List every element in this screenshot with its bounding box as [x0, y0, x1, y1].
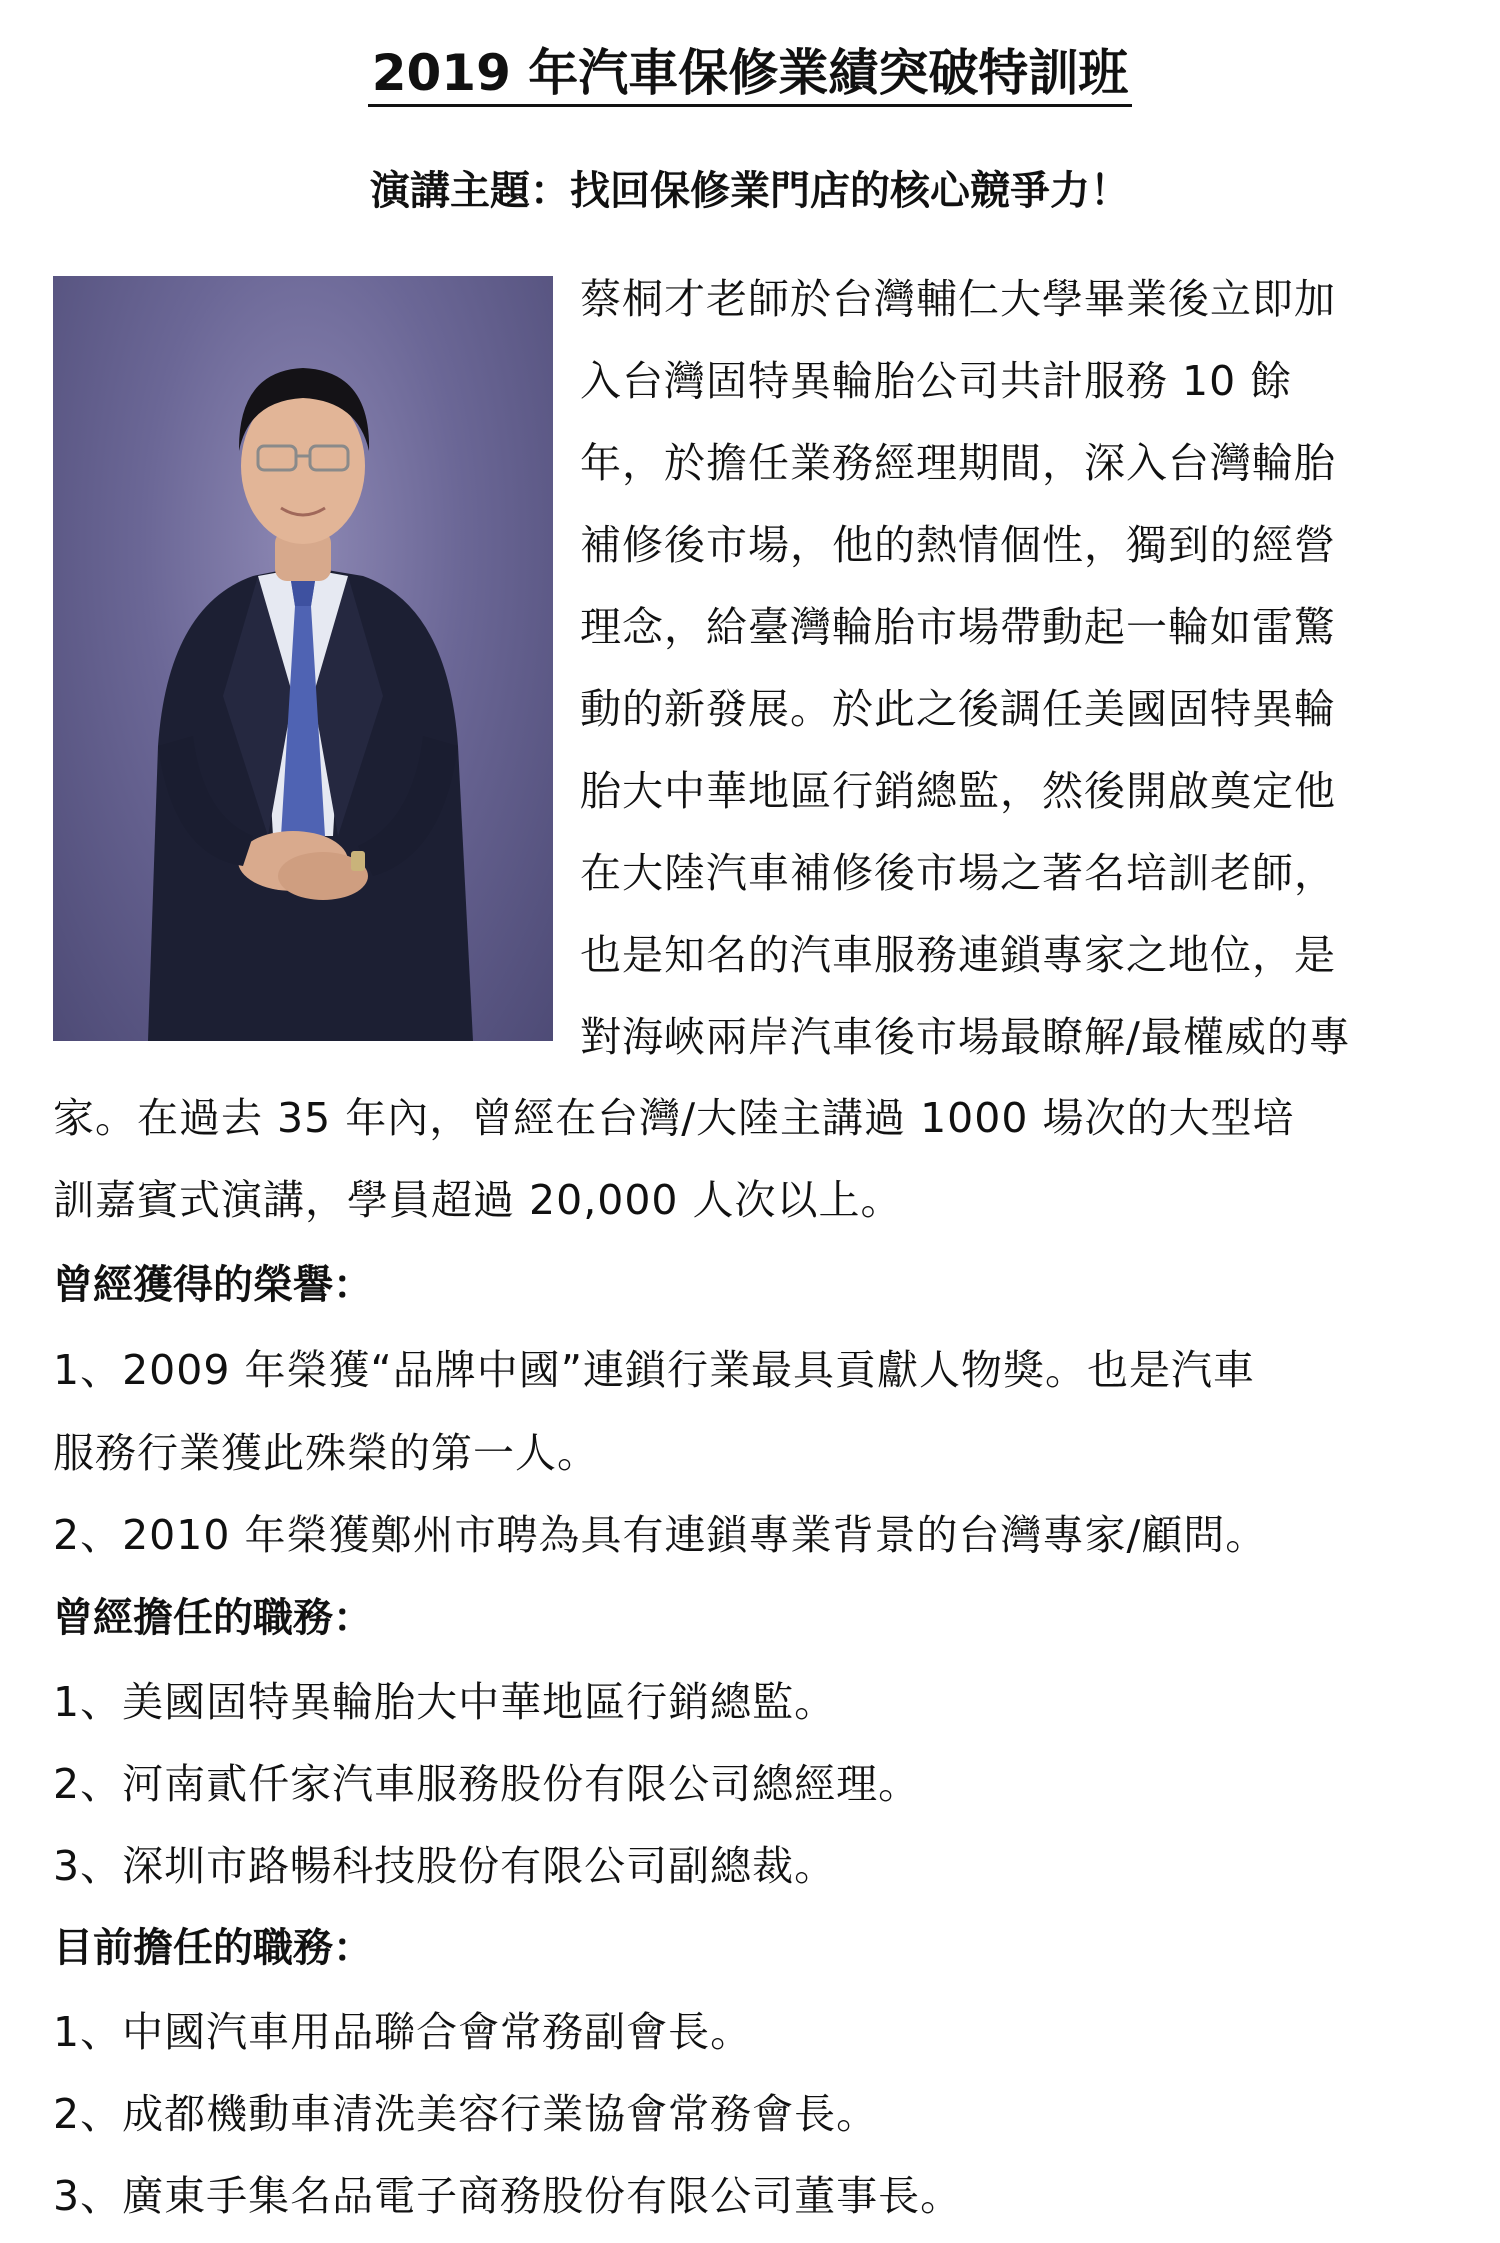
bio-line: 補修後市場，他的熱情個性，獨到的經營	[580, 521, 1336, 569]
honor-item: 2、2010 年榮獲鄭州市聘為具有連鎖專業背景的台灣專家/顧問。	[53, 1511, 1268, 1559]
bio-line: 動的新發展。於此之後調任美國固特異輪	[580, 685, 1336, 733]
honor-item: 服務行業獲此殊榮的第一人。	[53, 1429, 599, 1477]
bio-line: 入台灣固特異輪胎公司共計服務 10 餘	[580, 357, 1293, 405]
honor-item: 1、2009 年榮獲“品牌中國”連鎖行業最具貢獻人物獎。也是汽車	[53, 1346, 1255, 1394]
current-position-item: 3、廣東手集名品電子商務股份有限公司董事長。	[53, 2172, 963, 2220]
bio-line: 胎大中華地區行銷總監，然後開啟奠定他	[580, 767, 1336, 815]
speech-topic: 演講主題：找回保修業門店的核心競爭力！	[370, 168, 1130, 214]
current-position-item: 1、中國汽車用品聯合會常務副會長。	[53, 2008, 753, 2056]
speaker-portrait	[53, 276, 553, 1041]
document-title-text: 2019 年汽車保修業績突破特訓班	[368, 44, 1133, 107]
past-position-item: 1、美國固特異輪胎大中華地區行銷總監。	[53, 1678, 837, 1726]
bio-paragraph-continued	[53, 1077, 1463, 1241]
current-positions-heading: 目前擔任的職務：	[53, 1925, 373, 1971]
current-position-item: 2、成都機動車清洗美容行業協會常務會長。	[53, 2090, 879, 2138]
document-title	[0, 38, 1500, 108]
past-position-item: 3、深圳市路暢科技股份有限公司副總裁。	[53, 1842, 837, 1890]
bio-line: 對海峽兩岸汽車後市場最瞭解/最權威的專	[580, 1013, 1351, 1061]
bio-line: 家。在過去 35 年內，曾經在台灣/大陸主講過 1000 場次的大型培	[53, 1094, 1295, 1142]
honors-heading: 曾經獲得的榮譽：	[53, 1262, 373, 1308]
bio-line: 年，於擔任業務經理期間，深入台灣輪胎	[580, 439, 1336, 487]
bio-line: 蔡桐才老師於台灣輔仁大學畢業後立即加	[580, 275, 1336, 323]
past-position-item: 2、河南貳仟家汽車服務股份有限公司總經理。	[53, 1760, 921, 1808]
past-positions-heading: 曾經擔任的職務：	[53, 1595, 373, 1641]
bio-line: 訓嘉賓式演講，學員超過 20,000 人次以上。	[53, 1176, 903, 1224]
bio-paragraph-beside-photo	[580, 258, 1465, 1078]
bio-line: 理念，給臺灣輪胎市場帶動起一輪如雷驚	[580, 603, 1336, 651]
bio-line: 也是知名的汽車服務連鎖專家之地位，是	[580, 931, 1336, 979]
speaker-portrait-drawing	[53, 276, 553, 1041]
bio-line: 在大陸汽車補修後市場之著名培訓老師，	[580, 849, 1336, 897]
